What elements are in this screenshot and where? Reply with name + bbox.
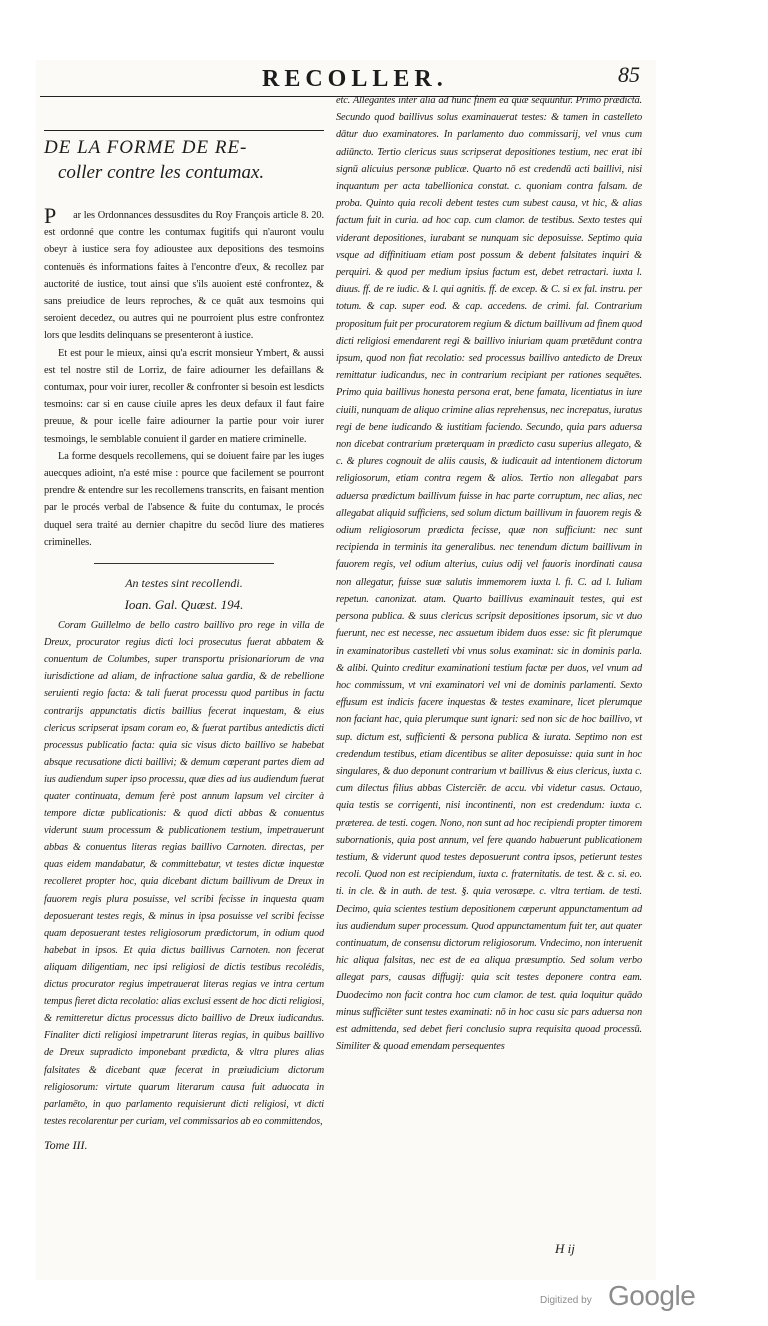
signature-mark: H ij bbox=[555, 1241, 575, 1256]
paragraph-forme: La forme desquels recollemens, qui se doiuent faire par les iuges auecques adioint, n'a esté mise : pource que facilement se pourront prendre & entendre sur les recollemens transcrits, en faisant mention par le procés verbal de l'absence & fuite du contumax, le procés duquel sera traité au dernier chapitre du secõd liure des matieres criminelles. bbox=[44, 450, 324, 548]
divider-rule bbox=[94, 563, 274, 564]
right-column bbox=[336, 92, 642, 1055]
paragraph-ymbert: Et est pour le mieux, ainsi qu'a escrit monsieur Ymbert, & aussi est tel nostre stil de Lorriz, de faire adiourner les defaillans & contumax, pour voir iurer, recoller & confronter si besoin est lesdicts tesmoins: car si en cause ciuile apres les deux defaux il faut faire preuue, & pour icelle faire adiourner la partie pour voir iurer tesmoings, le semblable conuient il garder en matiere criminelle. bbox=[44, 347, 324, 445]
section-heading-line-1: DE LA FORME DE RE- bbox=[44, 137, 248, 158]
latin-text-right: etc. Allegantes inter alia ad hunc finem ea quæ sequuntur. Primo prædicta. Secundo quod baillivus solus examinauerat testes: & tamen in castelleto dātur duo examinatores. In parlamento duo commissarij, vel vnus cum adiūncto. Tertio clericus suus scripserat depositiones testium, nec erat ibi signū alicuius personæ publicæ. Quarto nō est credendū acti baillivi, nisi inquantum per acta tabellionica constat. c. quoniam contra falsam. de proba. Quinto quia recoli debent testes cum subest causa, vt hic, & alias factum fuit in curia. ad hoc cap. cum clamor. de testibus. Sexto testes qui viderant depositiones, iurabant se nunquam sic deposuisse. Septimo quia vsque ad diffinitiuam etiam post possum & debent falsitates inquiri & perquiri. & quod per medium ipsius factum est, debet retractari. iuxta l. diuus. ff. de re iudic. & l. qui agnitis. ff. de excep. & C. si ex fal. instru. per totum. & cap. super eod. & cap. accedens. de crimi. fal. Contrarium propositum fuit per procuratorem regium & dictum baillivum ad finem quod dicti religiosi emendarent regi & baillivo iniuriam quam prætēdunt contra ipsum, quod non fiat recolatio: sed processus baillivo antedicto de Dreux remittatur iudicandus, nec in contrarium recipiant per rationes sequētes. Primo quia baillivus honesta persona erat, bene famata, licentiatus in iure ciuili, nunquam de aliquo crimine alias reprehensus, nec increpatus, iuratus regi de bene iudicando & iustitiam faciendo. Secundo, quia pars aduersa non dicebat contrarium præterquam in prædicto casu superius allegato, & c. & plures cognouit de aliis causis, & iudicauit ad intentionem dictorum religiosorum, etiam contra regem & alios. Tertio non allegabat pars aduersa prædictum baillivum fuisse in hac parte corruptum, nec alias, nec allegabat aliquid sufficiens, sed solum dictum baillivum in fauorem regis & odium religiosorum prædicta fecisse, quæ non sufficiunt: nec sunt recipienda in terminis ita generalibus. nec tenendum dictum baillivum in fauorem regis, vel odium alterius, cuius odij vel fauoris inordinati causa non allegatur, fuisse suæ salutis immemorem iuxta l. fi. C. ad l. Iuliam repetun. canonizat. atam. Quarto baillivus examinauit testes, qui est persona publica. & suus clericus scripsit depositiones ipsorum, sic vt duo fuerunt, nec est necesse, nec assuetum ibidem duos esse: sic fit plerumque in examinatoribus castelleti vbi vnus solus examinat: sic in dominis parla. & alibi. Quinto creditur examinationi testium factæ per duos, vel vnum ad hoc commissum, vt vni examinatori vel vni de dominis parlamenti. Sexto effusum est indicis facere inquestas & testes examinare, licet plerumque non faciant hac, quia plerumque sunt ignari: sed non sic de hoc baillivo, vt sup. dictum est, sufficienti & persona publica & iurata. Septimo non est credendum testibus, etiam dicentibus se aliter deposuisse: quia sunt in hoc singulares, & duo deponunt contrarium vt baillivus & eius clericus, iuxta c. cum dilectus filius abbas Cisterciēr. de accu. vbi videtur casus. Octauo, quia testis se corrigenti, nisi incontinenti, non est credendum: iuxta c. præterea. de testi. cogen. Nono, non sunt ad hoc recipiendi propter timorem subornationis, quia post annum, vel fere quando habuerunt publicationem testium, & viderunt quod testes deposuerunt contra ipsos, petierunt testes recoli. Quod non est recipiendum, iuxta c. fraternitatis. de test. & c. si. eo. ti. in cle. & in auth. de test. §. quia verosæpe. c. vltra tertiam. de testi. Decimo, quia scientes testium depositionem cœperunt appunctamentum ad ius audiendum super processum. Quod appunctamentum fuit ter, aut quater continuatum, de consensu dictorum religiosorum. Vndecimo, non interuenit hic aliqua falsitas, nec est de ea aliqua præsumptio. Sed solum verbo allegat pars, causas diffugij: quia scit testes deponere contra eam. Duodecimo non facit contra hoc cum clamor. de test. quia loquitur quādo minus sufficiēter sunt testes examinati: nō in hoc casu sic pars aduersa non est admittenda, sed debet fieri conclusio supra requisita quoad processū. Similiter & quoad emendam persequentes bbox=[336, 95, 642, 1053]
left-column bbox=[44, 100, 324, 1153]
digitized-by-label: Digitized by bbox=[540, 1295, 592, 1306]
running-title: RECOLLER. bbox=[262, 66, 448, 92]
google-watermark bbox=[540, 1282, 740, 1314]
paragraph-ordonnances: Par les Ordonnances dessusdites du Roy François article 8. 20. est ordonné que contre les contumax fugitifs qui n'auront voulu obeyr à iustice sera foy adioustee aux depositions des tesmoins contenuës és informations faites à l'encontre d'eux, & recollez par auctorité de iustice, tout ainsi que s'ils auoient esté confrontez, & sans preiudice de leurs reproches, & ce quãt aux tesmoins qui seroient decedez, ou autres qui ne pourroient plus estre confrontez lors que lesdits delinquans se presenteront à iustice. bbox=[44, 203, 324, 342]
google-logo: Google bbox=[608, 1280, 696, 1311]
latin-text-left: Coram Guillelmo de bello castro baillivo pro rege in villa de Dreux, procurator regius dicti loci prosecutus fuerat abbatem & conuentum de Columbes, super transportu prisionariorum de vna iurisdictione ad aliam, de infractione salua gardia, & de rebellione seruienti regio facta: & tali fuerat processu quod partibus in factu contrarijs appunctatis dictis baillius fecerat inquestam, & eius clericus scripserat ipsam coram eo, & fuerat partibus antedictis dicti processus publicatio facta: quia sic visus dicto baillivo se habebat absque recusatione dicti baillivi; & demum cœperant partes diem ad ius audiendum super ipso processu, quæ dies ad ius audiendum fuerat quater continuata, demum ferè post annum lapsum vel circiter à tempore dictæ publicationis: & quod dicti abbas & conuentus viderunt suum processum & publicationem testium, impetrauerunt abbas & conuentus literas regias baillivo Carnoten. directas, per quas eidem mandabatur, & committebatur, vt testes dictæ inquestæ recolleret propter hoc, quia dicebant dictum baillivum de Dreux in fauorem regis plura posuisse, vel scribi fecisse in inquesta quam deposuerant testes regis, & minus in ipsa posuisse vel scribi fecisse quam deposuerant testes religiosorum prædictorum, in odium quod habebat in ipsos. Et quia dictus baillivus Carnoten. non fecerat aliquam diligentiam, nec ipsi religiosi de dictis testibus recolédis, dictus procurator regius impetrauerat literas regias ve intra certum tempus fieret dicta recolatio: alias exclusi essent de hoc dicti religiosi, & remitteretur dictus processus dicto baillivo de Dreux iudicandus. Finaliter dicti religiosi impetrarunt literas regias, in quibus baillivo de Dreux supradicto imponebant prædicta, & vltra plures alias falsitates & dicebant quæ fecerat in præiudicium dictorum religiosorum: virtute quarum literarum causa fuit aduocata in parlamēto, in quo parlamento requisierunt dicti religiosi, vt dicti testes recolarentur per curiam, vel commissarios ab eo committendos, bbox=[44, 620, 324, 1127]
section-heading-line-2: coller contre les contumax. bbox=[58, 162, 265, 183]
tome-label: Tome III. bbox=[44, 1137, 88, 1152]
section-heading bbox=[44, 130, 324, 193]
page-number: 85 bbox=[618, 62, 640, 87]
citation: Ioan. Gal. Quæst. 194. bbox=[124, 597, 244, 613]
subheading: An testes sint recollendi. bbox=[125, 576, 243, 591]
